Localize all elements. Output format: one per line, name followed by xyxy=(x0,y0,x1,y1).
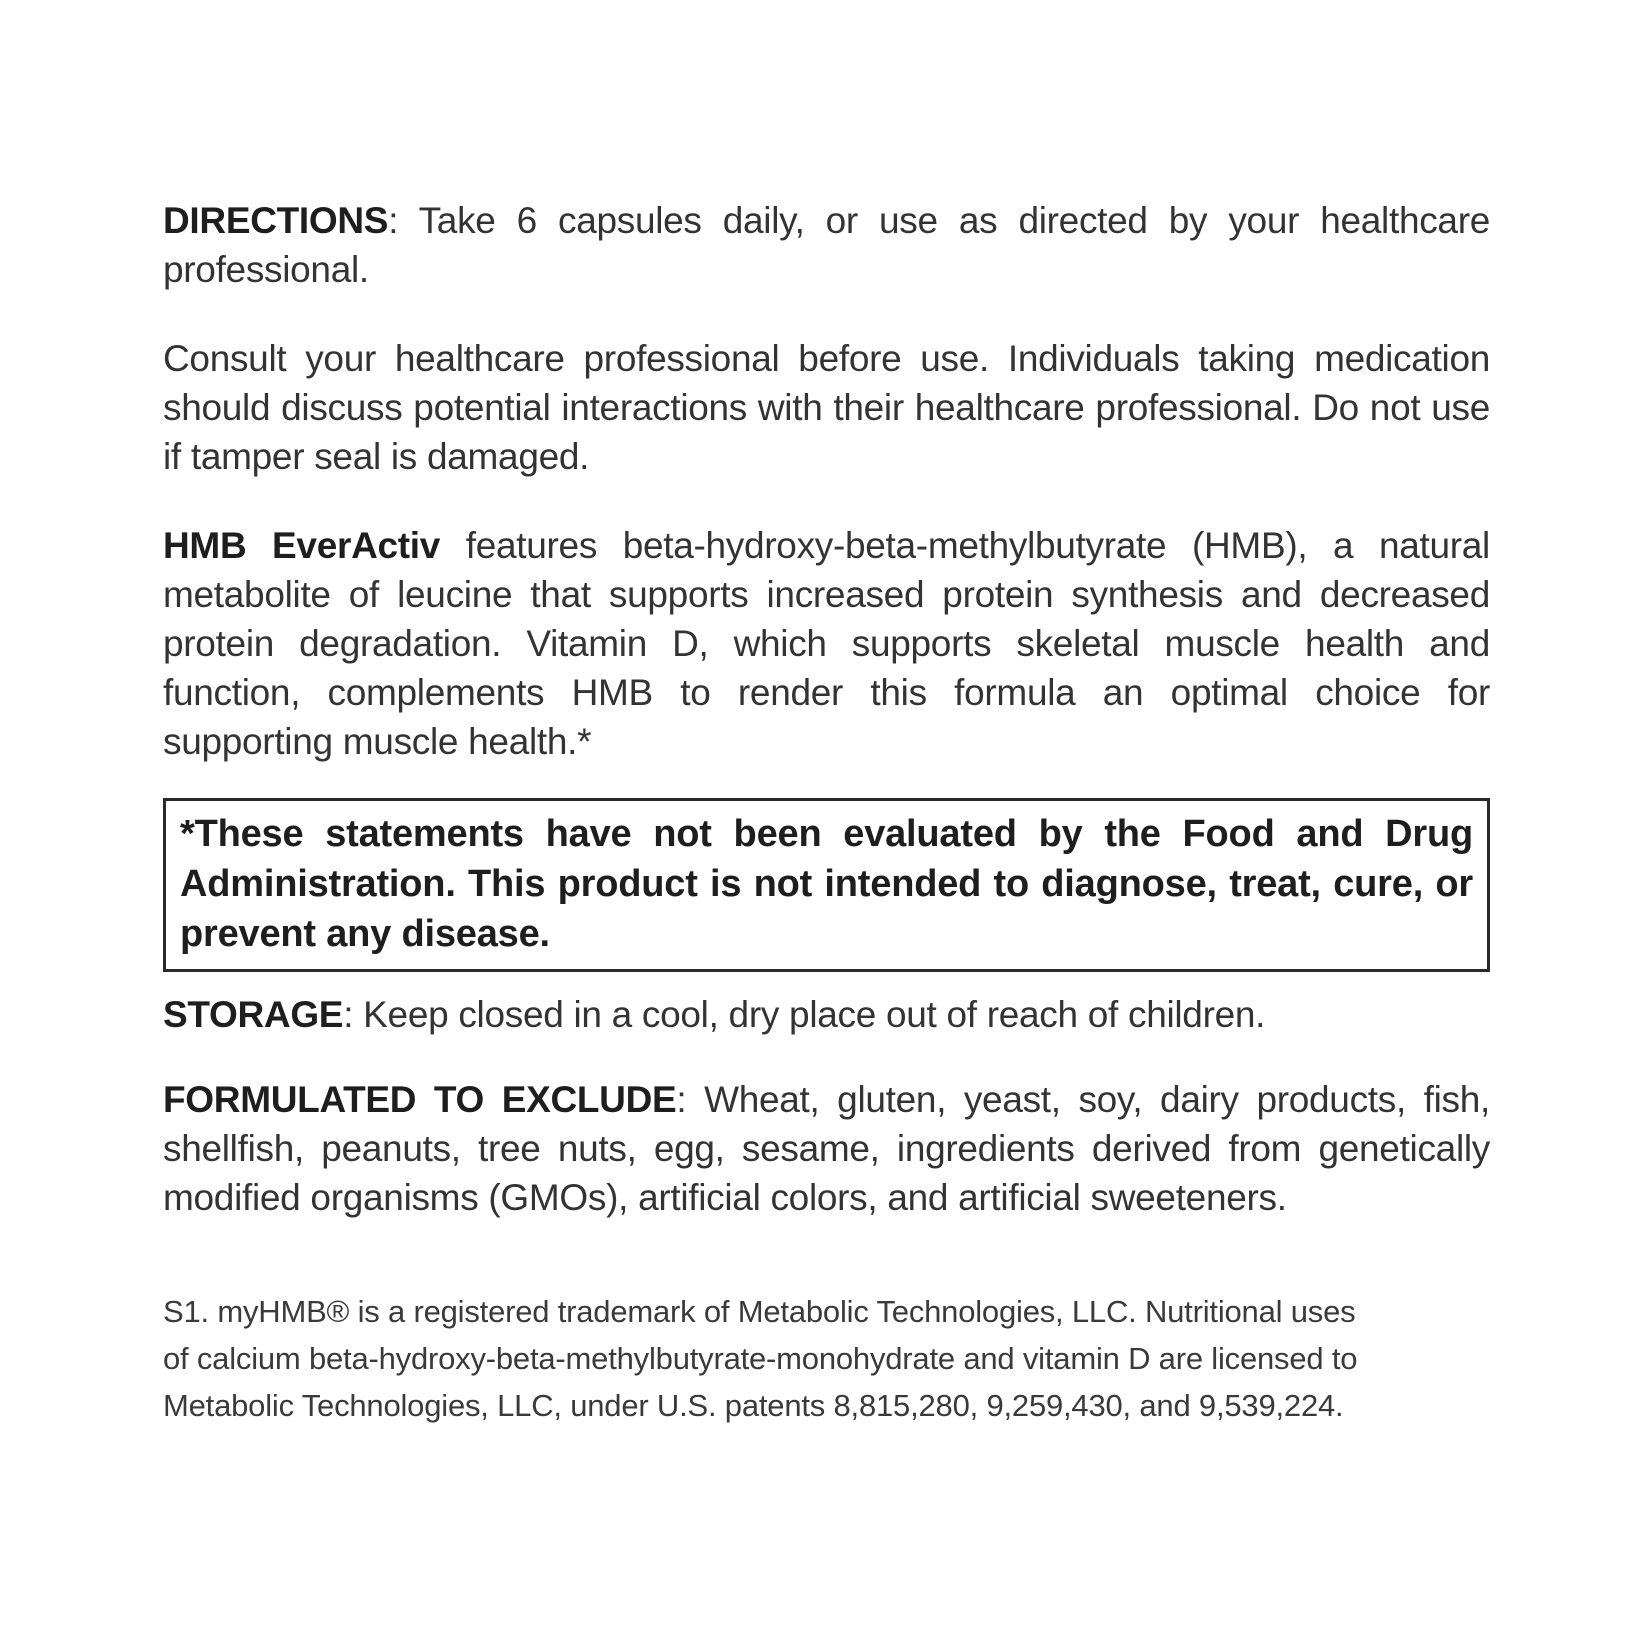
storage-paragraph xyxy=(163,990,1490,1039)
label-panel xyxy=(163,196,1490,1429)
caution-paragraph xyxy=(163,334,1490,481)
storage-text: : Keep closed in a cool, dry place out of reach of children. xyxy=(343,994,1266,1035)
directions-text: : Take 6 capsules daily, or use as directed by your healthcare professional. xyxy=(163,200,1490,290)
footnote-line-2: of calcium beta-hydroxy-beta-methylbutyrate-monohydrate and vitamin D are licensed to xyxy=(163,1341,1358,1376)
exclusions-heading: FORMULATED TO EXCLUDE xyxy=(163,1079,677,1120)
exclusions-paragraph xyxy=(163,1075,1490,1222)
fda-disclaimer-box xyxy=(163,798,1490,972)
footnote-line-1: S1. myHMB® is a registered trademark of Metabolic Technologies, LLC. Nutritional uses xyxy=(163,1294,1356,1329)
trademark-footnote xyxy=(163,1288,1490,1429)
fda-disclaimer-text: *These statements have not been evaluated by the Food and Drug Administration. This product is not intended to diagnose, treat, cure, or prevent any disease. xyxy=(180,813,1473,955)
footnote-line-3: Metabolic Technologies, LLC, under U.S. patents 8,815,280, 9,259,430, and 9,539,224. xyxy=(163,1388,1344,1423)
directions-heading: DIRECTIONS xyxy=(163,200,389,241)
storage-heading: STORAGE xyxy=(163,994,344,1035)
description-text: features beta-hydroxy-beta-methylbutyrate (HMB), a natural metabolite of leucine that supports increased protein synthesis and decreased protein degradation. Vitamin D, which supports skeletal muscle health and function, complements HMB to render this formula an optimal choice for supporting muscle health.* xyxy=(163,525,1490,762)
product-name: HMB EverActiv xyxy=(163,525,441,566)
directions-paragraph xyxy=(163,196,1490,294)
caution-text: Consult your healthcare professional before use. Individuals taking medication should discuss potential interactions with their healthcare professional. Do not use if tamper seal is damaged. xyxy=(163,338,1490,477)
description-paragraph xyxy=(163,521,1490,766)
exclusions-text: : Wheat, gluten, yeast, soy, dairy products, fish, shellfish, peanuts, tree nuts, egg, sesame, ingredients derived from genetically modified organisms (GMOs), artificial colors, and artificial sweeteners. xyxy=(163,1079,1490,1218)
